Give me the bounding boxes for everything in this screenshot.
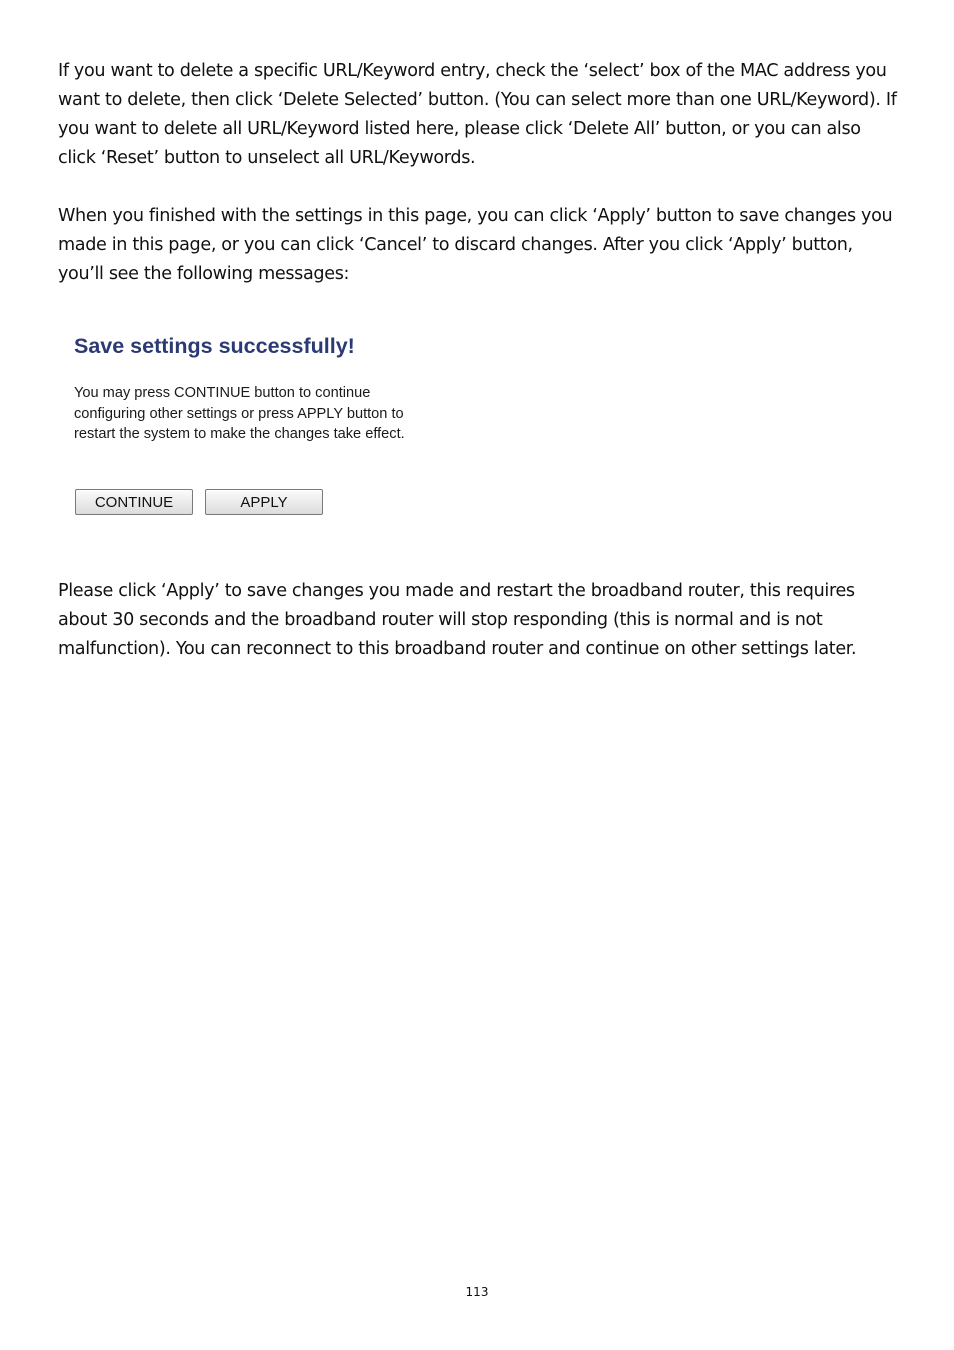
- save-settings-screenshot: [60, 322, 460, 532]
- instruction-paragraph-delete: If you want to delete a specific URL/Keyword entry, check the ‘select’ box of the MAC address you want to delete, then click ‘Delete Selected’ button. (You can select more than one URL/Keyword). If you want to delete all URL/Keyword listed here, please click ‘Delete All’ button, or you can also click ‘Reset’ button to unselect all URL/Keywords.: [58, 61, 897, 168]
- instruction-paragraph-apply: When you finished with the settings in this page, you can click ‘Apply’ button to save changes you made in this page, or you can click ‘Cancel’ to discard changes. After you click ‘Apply’ button, you’ll see the following messages:: [58, 206, 893, 284]
- save-success-message: [74, 383, 454, 445]
- message-line-3: restart the system to make the changes take effect.: [74, 426, 405, 442]
- continue-button[interactable]: CONTINUE: [75, 489, 193, 515]
- message-line-2: configuring other settings or press APPLY button to: [74, 405, 404, 422]
- instruction-paragraph-restart: Please click ‘Apply’ to save changes you made and restart the broadband router, this requires about 30 seconds and the broadband router will stop responding (this is normal and is not malfunction). You can reconnect to this broadband router and continue on other settings later.: [58, 581, 857, 659]
- apply-button[interactable]: APPLY: [205, 489, 323, 515]
- save-success-title: Save settings successfully!: [74, 334, 355, 358]
- message-line-1: You may press CONTINUE button to continue: [74, 385, 371, 401]
- page-number: 113: [465, 1285, 489, 1299]
